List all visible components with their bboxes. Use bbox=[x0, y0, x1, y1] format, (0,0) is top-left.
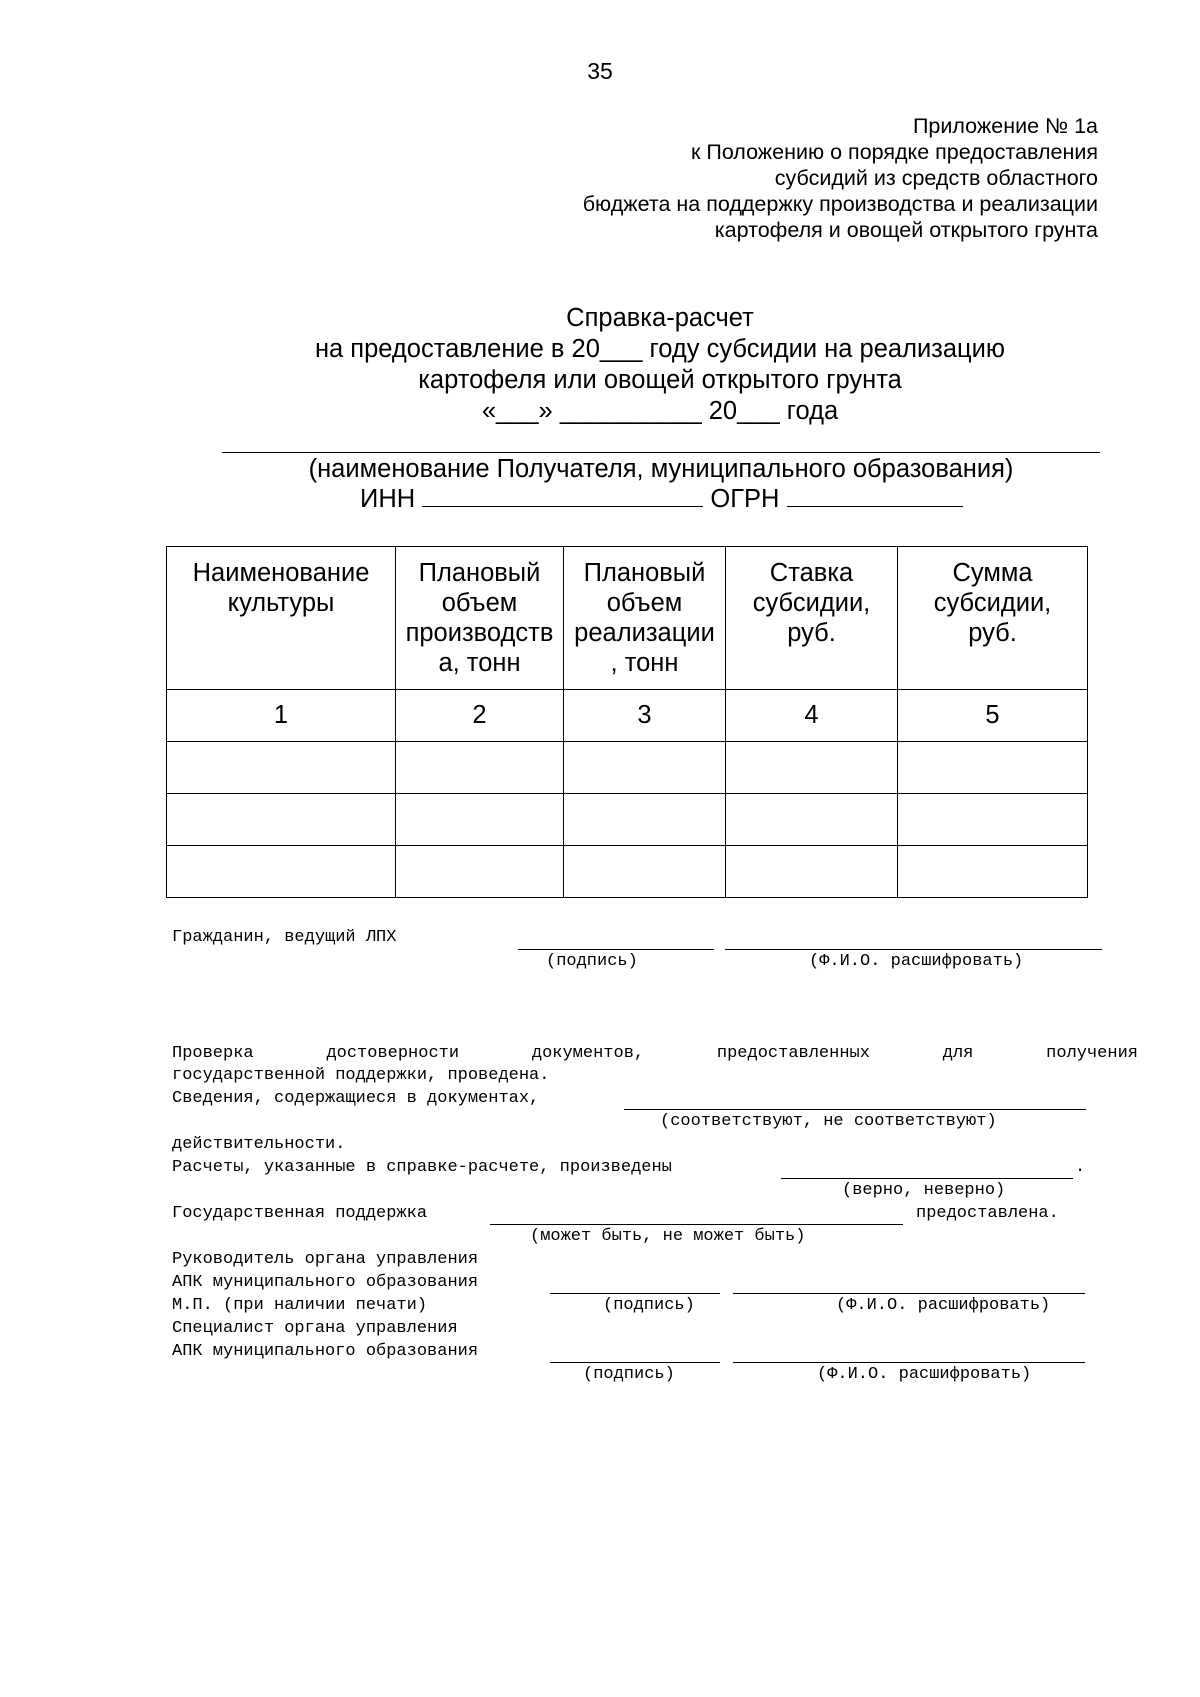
header-subsidy-sum: Сумма субсидии, руб. bbox=[898, 547, 1088, 690]
table-cell[interactable] bbox=[167, 846, 396, 898]
citizen-name-field[interactable] bbox=[725, 949, 1102, 950]
calculation-correctness-caption: (верно, неверно) bbox=[842, 1181, 1006, 1200]
table-cell[interactable] bbox=[564, 794, 726, 846]
table-row bbox=[167, 794, 1088, 846]
header-subsidy-rate: Ставка субсидии, руб. bbox=[726, 547, 898, 690]
table-cell[interactable] bbox=[564, 742, 726, 794]
header-planned-sales: Плановый объем реализации , тонн bbox=[564, 547, 726, 690]
inn-field[interactable] bbox=[422, 484, 703, 507]
head-name-caption: (Ф.И.О. расшифровать) bbox=[836, 1296, 1051, 1315]
appendix-line: субсидий из средств областного bbox=[774, 166, 1098, 190]
specialist-signature-caption: (подпись) bbox=[583, 1365, 675, 1384]
table-cell[interactable] bbox=[726, 846, 898, 898]
specialist-signature-field[interactable] bbox=[550, 1362, 720, 1363]
table-cell[interactable] bbox=[396, 794, 564, 846]
specialist-title-line: Специалист органа управления bbox=[172, 1319, 458, 1338]
appendix-line: картофеля и овощей открытого грунта bbox=[714, 218, 1098, 242]
specialist-name-field[interactable] bbox=[733, 1362, 1085, 1363]
column-number-row bbox=[167, 690, 1088, 742]
verification-line: Проверка достоверности документов, предоставленных для получения bbox=[172, 1044, 1138, 1063]
document-title bbox=[0, 303, 1200, 427]
header-planned-production: Плановый объем производств а, тонн bbox=[396, 547, 564, 690]
title-line: картофеля или овощей открытого грунта bbox=[418, 366, 902, 394]
appendix-line: бюджета на поддержку производства и реализации bbox=[582, 192, 1098, 216]
page-number: 35 bbox=[587, 58, 613, 84]
appendix-line: Приложение № 1а bbox=[912, 114, 1098, 138]
table-cell[interactable] bbox=[167, 742, 396, 794]
header-crop-name: Наименование культуры bbox=[167, 547, 396, 690]
title-date-line: «___» __________ 20___ года bbox=[481, 397, 839, 425]
calculation-table bbox=[166, 546, 1088, 898]
support-decision-caption: (может быть, не может быть) bbox=[530, 1227, 806, 1246]
head-signature-field[interactable] bbox=[550, 1293, 720, 1294]
specialist-name-caption: (Ф.И.О. расшифровать) bbox=[817, 1365, 1032, 1384]
title-line: на предоставление в 20___ году субсидии на реализацию bbox=[314, 335, 1006, 363]
column-number: 1 bbox=[167, 690, 396, 742]
head-title-line: Руководитель органа управления bbox=[172, 1250, 479, 1269]
verification-line: Расчеты, указанные в справке-расчете, произведены bbox=[172, 1158, 672, 1177]
table-cell[interactable] bbox=[167, 794, 396, 846]
verification-line-end: предоставлена. bbox=[916, 1204, 1059, 1223]
specialist-title-line: АПК муниципального образования bbox=[172, 1342, 479, 1361]
table-cell[interactable] bbox=[726, 794, 898, 846]
verification-line: государственной поддержки, проведена. bbox=[172, 1066, 550, 1085]
head-signature-caption: (подпись) bbox=[603, 1296, 695, 1315]
verification-line: Сведения, содержащиеся в документах, bbox=[172, 1089, 540, 1108]
recipient-caption: (наименование Получателя, муниципального образования) bbox=[308, 455, 1014, 483]
verification-line: действительности. bbox=[172, 1135, 346, 1154]
table-cell[interactable] bbox=[898, 742, 1088, 794]
citizen-signature-caption: (подпись) bbox=[546, 952, 638, 971]
stamp-note: М.П. (при наличии печати) bbox=[172, 1296, 428, 1315]
documents-conformity-caption: (соответствуют, не соответствуют) bbox=[660, 1112, 997, 1131]
head-title-line: АПК муниципального образования bbox=[172, 1273, 479, 1292]
inn-label: ИНН bbox=[360, 485, 416, 513]
citizen-name-caption: (Ф.И.О. расшифровать) bbox=[809, 952, 1024, 971]
title-line: Справка-расчет bbox=[566, 304, 754, 332]
table-cell[interactable] bbox=[898, 794, 1088, 846]
table-cell[interactable] bbox=[396, 846, 564, 898]
table-cell[interactable] bbox=[898, 846, 1088, 898]
table-header-row bbox=[167, 547, 1088, 690]
appendix-reference bbox=[583, 113, 1098, 243]
citizen-label: Гражданин, ведущий ЛПХ bbox=[172, 928, 397, 947]
column-number: 2 bbox=[396, 690, 564, 742]
recipient-name-field[interactable] bbox=[222, 452, 1100, 453]
appendix-line: к Положению о порядке предоставления bbox=[690, 140, 1098, 164]
column-number: 5 bbox=[898, 690, 1088, 742]
table-cell[interactable] bbox=[726, 742, 898, 794]
calculation-correctness-field[interactable] bbox=[781, 1178, 1073, 1179]
table-cell[interactable] bbox=[396, 742, 564, 794]
column-number: 3 bbox=[564, 690, 726, 742]
verification-line: Государственная поддержка bbox=[172, 1204, 428, 1223]
documents-conformity-field[interactable] bbox=[624, 1109, 1086, 1110]
citizen-signature-field[interactable] bbox=[518, 949, 714, 950]
table-row bbox=[167, 846, 1088, 898]
table-cell[interactable] bbox=[564, 846, 726, 898]
head-name-field[interactable] bbox=[733, 1293, 1085, 1294]
ogrn-field[interactable] bbox=[787, 484, 963, 507]
verification-line-end: . bbox=[1075, 1158, 1086, 1177]
column-number: 4 bbox=[726, 690, 898, 742]
ogrn-label: ОГРН bbox=[710, 485, 780, 513]
table-row bbox=[167, 742, 1088, 794]
inn-ogrn-line bbox=[360, 484, 963, 514]
support-decision-field[interactable] bbox=[490, 1224, 903, 1225]
